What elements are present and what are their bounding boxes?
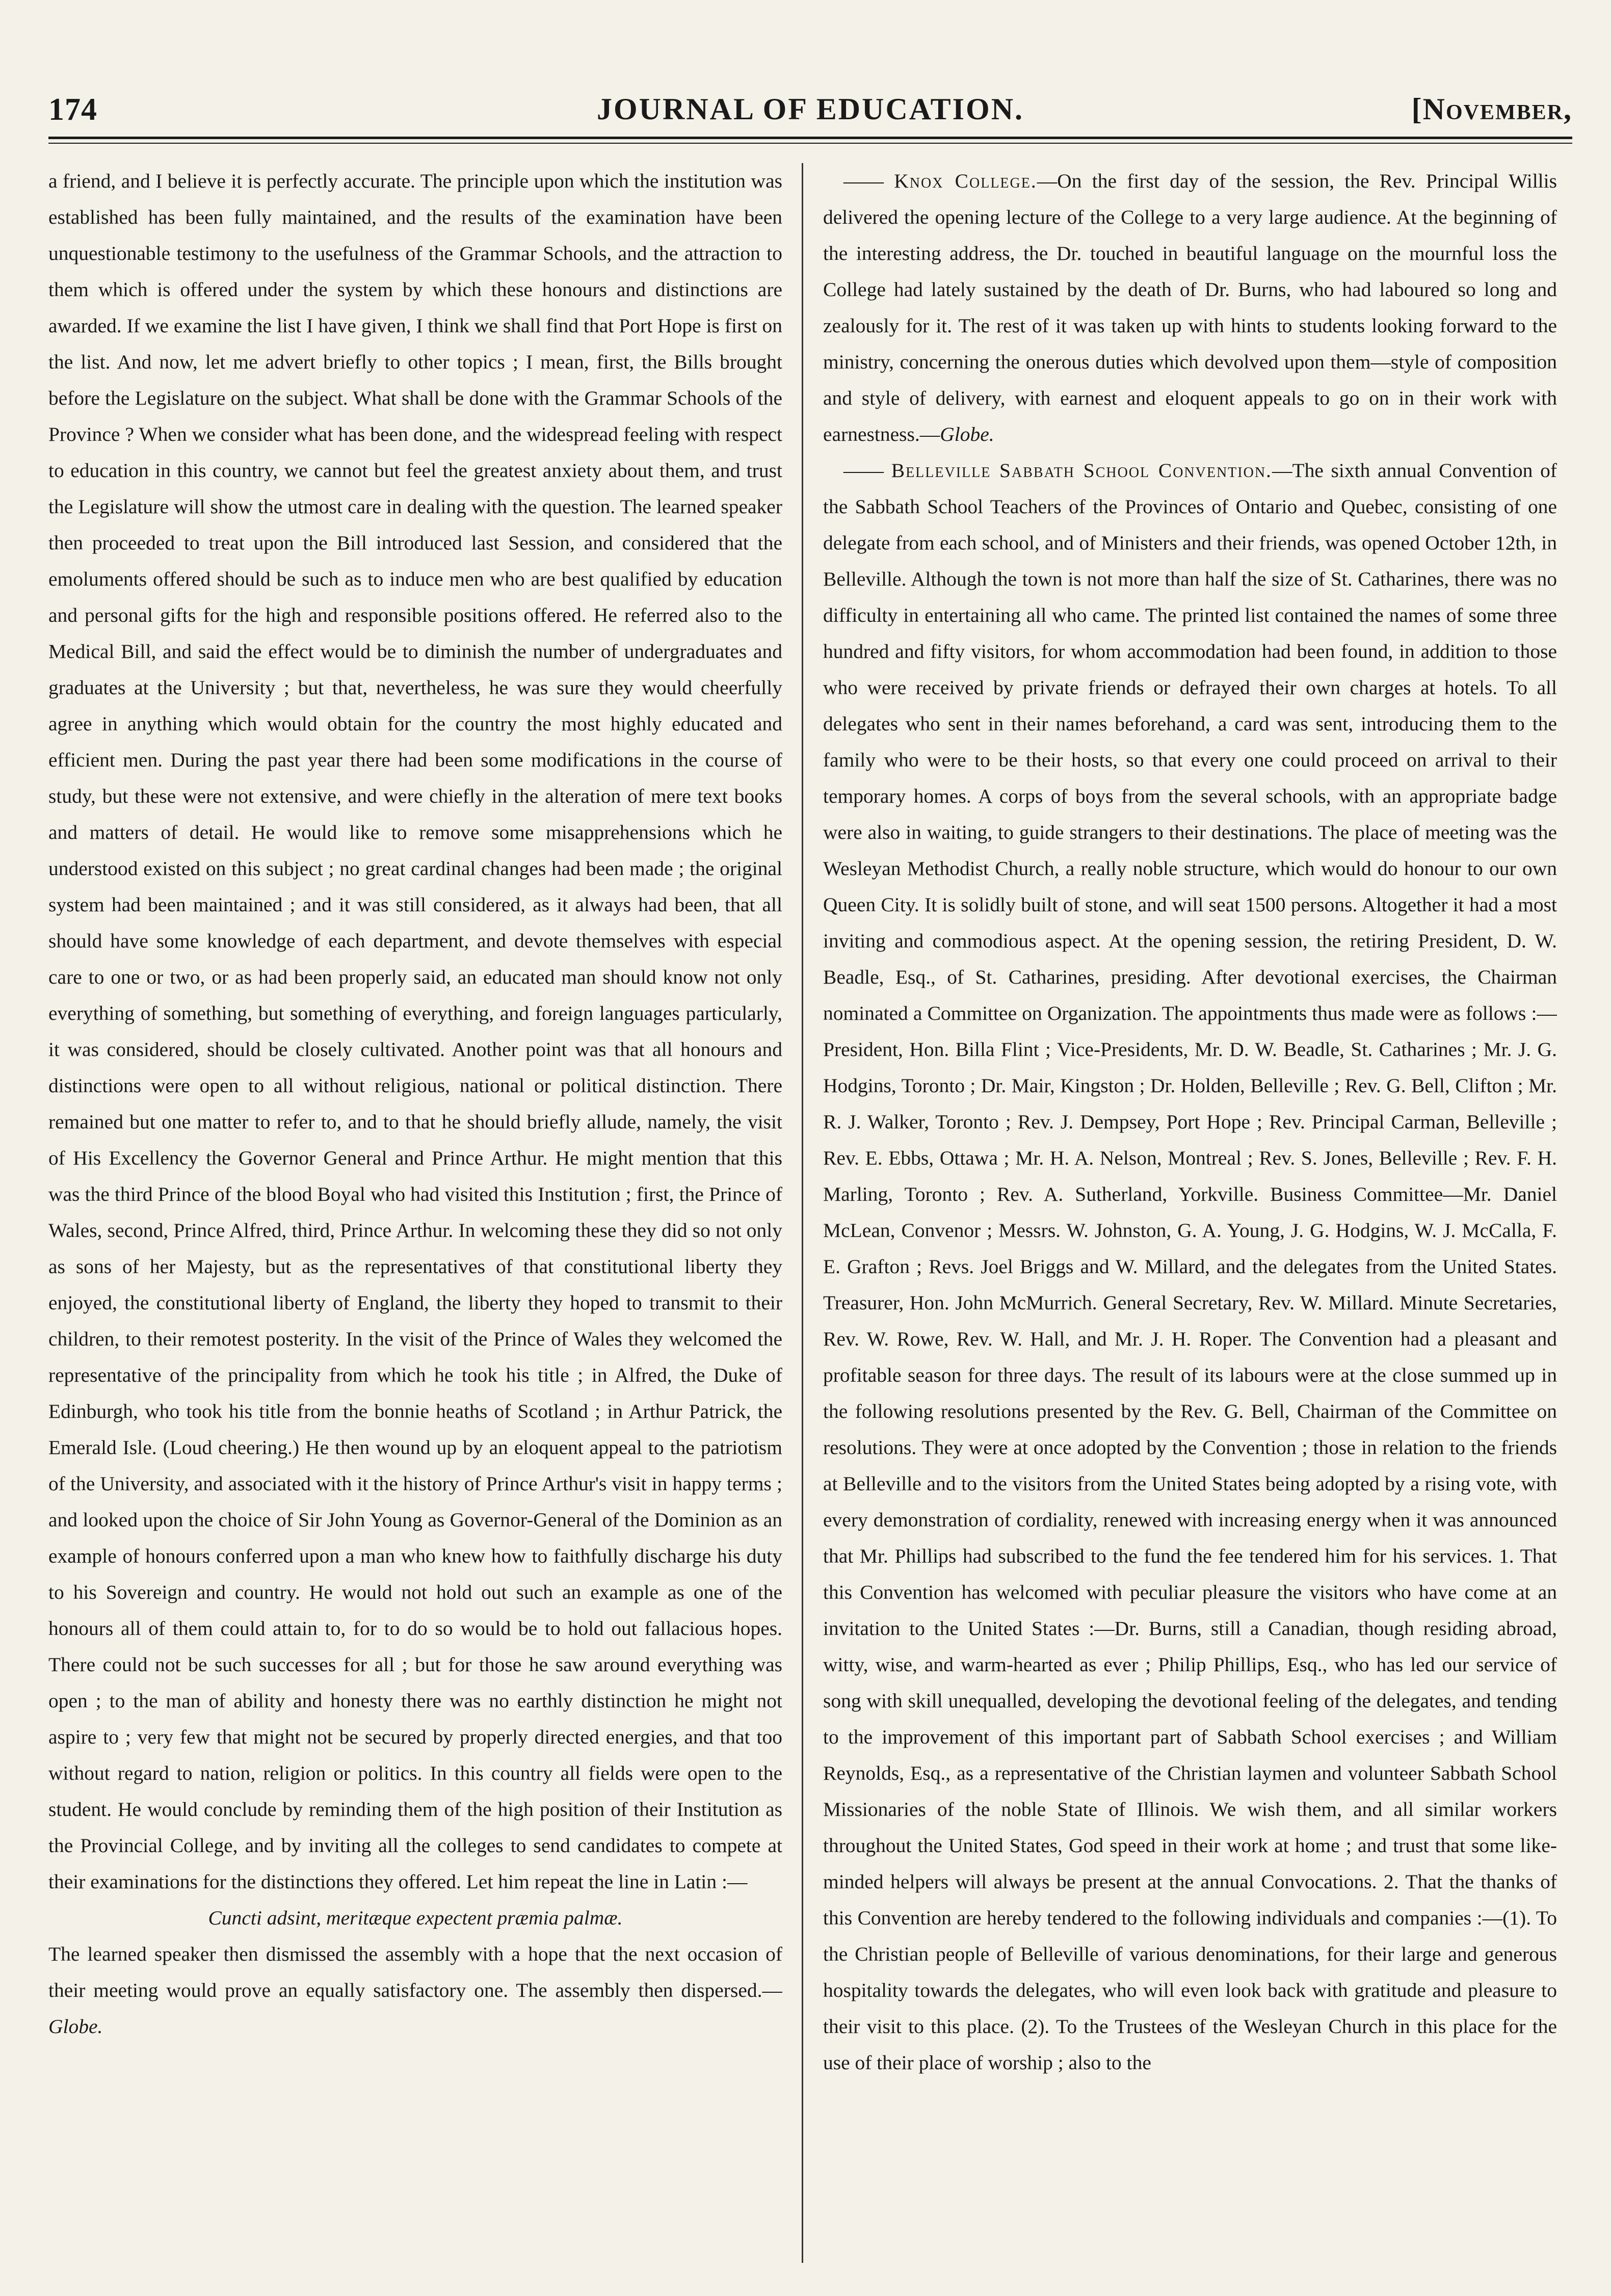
belleville-convention-heading: Belleville Sabbath School Convention. — [891, 459, 1272, 482]
page-header — [48, 76, 1572, 133]
closing-paragraph-source: Globe. — [48, 2015, 103, 2038]
right-column — [823, 163, 1557, 2263]
belleville-dash: —— — [843, 459, 884, 482]
closing-paragraph-text: The learned speaker then dismissed the assembly with a hope that the next occasion of their meeting would prove an equally satisfactory one. The assembly then dispersed.— — [48, 1943, 782, 2001]
belleville-convention-text: —The sixth annual Convention of the Sabbath School Teachers of the Provinces of Ontario and Quebec, consisting of one delegate from each school, and of Ministers and their friends, was opened October 12th, in Belleville. Although the town is not more than half the size of St. Catharines, there was no difficulty in entertaining all who came. The printed list contained the names of some three hundred and fifty visitors, for whom accommodation had been found, in addition to those who were received by private friends or defrayed their own charges at hotels. To all delegates who sent in their names beforehand, a card was sent, introducing them to the family who were to be their hosts, so that every one could proceed on arrival to their temporary homes. A corps of boys from the several schools, with an appropriate badge were also in waiting, to guide strangers to their destinations. The place of meeting was the Wesleyan Methodist Church, a really noble structure, which would do honour to our own Queen City. It is solidly built of stone, and will seat 1500 persons. Altogether it had a most inviting and commodious aspect. At the opening session, the retiring President, D. W. Beadle, Esq., of St. Catharines, presiding. After devotional exercises, the Chairman nominated a Committee on Organization. The appointments thus made were as follows :—President, Hon. Billa Flint ; Vice-Presidents, Mr. D. W. Beadle, St. Catharines ; Mr. J. G. Hodgins, Toronto ; Dr. Mair, Kingston ; Dr. Holden, Belleville ; Rev. G. Bell, Clifton ; Mr. R. J. Walker, Toronto ; Rev. J. Dempsey, Port Hope ; Rev. Principal Carman, Belleville ; Rev. E. Ebbs, Ottawa ; Mr. H. A. Nelson, Montreal ; Rev. S. Jones, Belleville ; Rev. F. H. Marling, Toronto ; Rev. A. Sutherland, Yorkville. Business Committee—Mr. Daniel McLean, Convenor ; Messrs. W. Johnston, G. A. Young, J. G. Hodgins, W. J. McCalla, F. E. Grafton ; Revs. Joel Briggs and W. Millard, and the delegates from the United States. Treasurer, Hon. John McMurrich. General Secretary, Rev. W. Millard. Minute Secretaries, Rev. W. Rowe, Rev. W. Hall, and Mr. J. H. Roper. The Convention had a pleasant and profitable season for three days. The result of its labours were at the close summed up in the following resolutions presented by the Rev. G. Bell, Chairman of the Committee on resolutions. They were at once adopted by the Convention ; those in relation to the friends at Belleville and to the visitors from the United States being adopted by a rising vote, with every demonstration of cordiality, renewed with increasing energy when it was announced that Mr. Phillips had subscribed to the fund the fee tendered him for his services. 1. That this Convention has welcomed with peculiar pleasure the visitors who have come at an invitation to the United States :—Dr. Burns, still a Canadian, though residing abroad, witty, wise, and warm-hearted as ever ; Philip Phillips, Esq., who has led our service of song with skill unequalled, developing the devotional feeling of the delegates, and tending to the improvement of this important part of Sabbath School exercises ; and William Reynolds, Esq., as a representative of the Christian laymen and volunteer Sabbath School Missionaries of the noble State of Illinois. We wish them, and all similar workers throughout the United States, God speed in their work at home ; and trust that some like-minded helpers will always be present at the annual Convocations. 2. That the thanks of this Convention are hereby tendered to the following individuals and companies :—(1). To the Christian people of Belleville of various denominations, for their large and generous hospitality towards the delegates, who will even look back with gratitude and pleasure to their visit to this place. (2). To the Trustees of the Wesleyan Church in this place for the use of their place of worship ; also to the — [823, 459, 1557, 2074]
knox-college-text: —On the first day of the session, the Rev. Principal Willis delivered the opening lecture of the College to a very large audience. At the beginning of the interesting address, the Dr. touched in beautiful language on the mournful loss the College had lately sustained by the death of Dr. Burns, who had laboured so long and zealously for it. The rest of it was taken up with hints to students looking forward to the ministry, concerning the onerous duties which devolved upon them—style of composition and style of delivery, with earnest and eloquent appeals to go on in their work with earnestness.— — [823, 170, 1557, 445]
article-columns — [48, 163, 1572, 2263]
running-title: JOURNAL OF EDUCATION. — [596, 92, 1024, 126]
header-rule-thin — [48, 143, 1572, 144]
running-month: [November, — [1411, 92, 1572, 126]
knox-dash: —— — [843, 170, 884, 192]
knox-college-source: Globe. — [940, 423, 994, 445]
journal-page — [48, 76, 1572, 2268]
latin-quotation: Cuncti adsint, meritæque expectent præmia palmæ. — [208, 1907, 623, 1929]
closing-paragraph — [48, 1936, 782, 2045]
left-column — [48, 163, 782, 2263]
knox-college-heading: Knox College. — [894, 170, 1037, 192]
page-number: 174 — [48, 92, 97, 127]
belleville-convention-paragraph — [823, 453, 1557, 2081]
header-rule-thick — [48, 137, 1572, 139]
knox-college-paragraph — [823, 163, 1557, 453]
convocation-speech-paragraph: a friend, and I believe it is perfectly accurate. The principle upon which the institution was established has been fully maintained, and the results of the examination have been unquestionable testimony to the usefulness of the Grammar Schools, and the attraction to them which is offered under the system by which these honours and distinctions are awarded. If we examine the list I have given, I think we shall find that Port Hope is first on the list. And now, let me advert briefly to other topics ; I mean, first, the Bills brought before the Legislature on the subject. What shall be done with the Grammar Schools of the Province ? When we consider what has been done, and the widespread feeling with respect to education in this country, we cannot but feel the greatest anxiety about them, and trust the Legislature will show the utmost care in dealing with the question. The learned speaker then proceeded to treat upon the Bill introduced last Session, and considered that the emoluments offered should be such as to induce men who are best qualified by education and personal gifts for the high and responsible positions offered. He referred also to the Medical Bill, and said the effect would be to diminish the number of undergraduates and graduates at the University ; but that, nevertheless, he was sure they would cheerfully agree in anything which would obtain for the country the most highly educated and efficient men. During the past year there had been some modifications in the course of study, but these were not extensive, and were chiefly in the alteration of mere text books and matters of detail. He would like to remove some misapprehensions which he understood existed on this subject ; no great cardinal changes had been made ; the original system had been maintained ; and it was still considered, as it always had been, that all should have some knowledge of each department, and devote themselves with especial care to one or two, or as had been properly said, an educated man should know not only everything of something, but something of everything, and foreign languages particularly, it was considered, should be closely cultivated. Another point was that all honours and distinctions were open to all without religious, national or political distinction. There remained but one matter to refer to, and to that he should briefly allude, namely, the visit of His Excellency the Governor General and Prince Arthur. He might mention that this was the third Prince of the blood Boyal who had visited this Institution ; first, the Prince of Wales, second, Prince Alfred, third, Prince Arthur. In welcoming these they did so not only as sons of her Majesty, but as the representatives of that constitutional liberty they enjoyed, the constitutional liberty of England, the liberty they hoped to transmit to their children, to their remotest posterity. In the visit of the Prince of Wales they welcomed the representative of the principality from which he took his title ; in Alfred, the Duke of Edinburgh, who took his title from the bonnie heaths of Scotland ; in Arthur Patrick, the Emerald Isle. (Loud cheering.) He then wound up by an eloquent appeal to the patriotism of the University, and associated with it the history of Prince Arthur's visit in happy terms ; and looked upon the choice of Sir John Young as Governor-General of the Dominion as an example of honours conferred upon a man who knew how to faithfully discharge his duty to his Sovereign and country. He would not hold out such an example as one of the honours all of them could attain to, for to do so would be to hold out fallacious hopes. There could not be such successes for all ; but for those he saw around everything was open ; to the man of ability and honesty there was no earthly distinction he might not aspire to ; very few that might not be secured by properly directed energies, and that too without regard to nation, religion or politics. In this country all fields were open to the student. He would conclude by reminding them of the high position of their Institution as the Provincial College, and by inviting all the colleges to send candidates to compete at their examinations for the distinctions they offered. Let him repeat the line in Latin :— — [48, 170, 782, 1893]
column-divider — [802, 163, 803, 2263]
